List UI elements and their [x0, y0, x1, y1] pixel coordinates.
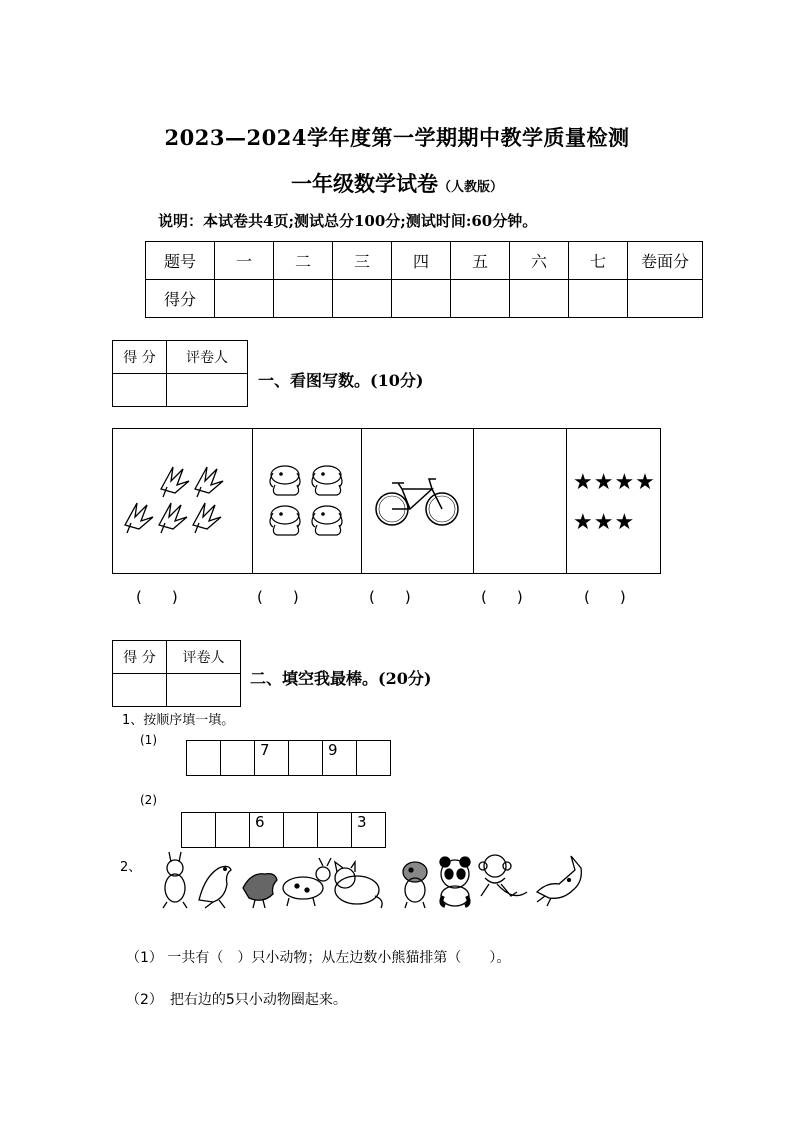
question1-label: 1、按顺序填一填。	[122, 713, 235, 728]
sequence-cell[interactable]	[289, 741, 323, 776]
score-cell[interactable]	[333, 280, 392, 318]
sequence-cell[interactable]: 3	[352, 813, 386, 848]
score-table	[145, 241, 703, 318]
section1-title: 一、看图写数。(10分)	[258, 371, 424, 390]
sequence-row-2	[181, 812, 386, 848]
sequence-cell[interactable]: 7	[255, 741, 289, 776]
dog-icon	[253, 429, 361, 573]
sequence-cell[interactable]	[357, 741, 391, 776]
answer-blank[interactable]: ( )	[584, 588, 626, 606]
grade-grader-label: 评卷人	[167, 641, 241, 674]
header-cell: 三	[333, 242, 392, 280]
exam-title: 2023—2024学年度第一学期期中教学质量检测	[164, 125, 630, 150]
bicycle-icon	[362, 429, 472, 573]
sequence-cell[interactable]	[284, 813, 318, 848]
sequence-cell[interactable]: 6	[250, 813, 284, 848]
header-cell: 五	[451, 242, 510, 280]
question2-label: 2、	[120, 860, 142, 875]
score-table-header-row	[146, 242, 703, 280]
sequence-cell[interactable]	[221, 741, 255, 776]
pigeon-icon	[243, 874, 277, 908]
bird-icon	[537, 856, 581, 906]
header-cell: 六	[510, 242, 569, 280]
header-cell: 题号	[146, 242, 215, 280]
grade-score-cell[interactable]	[113, 674, 167, 707]
grade-grader-cell[interactable]	[167, 374, 248, 407]
star-icon-row: ★★★★	[573, 470, 656, 495]
grade-box	[112, 340, 248, 407]
header-cell: 四	[392, 242, 451, 280]
score-cell[interactable]	[510, 280, 569, 318]
question2-sub2: （2） 把右边的5只小动物圈起来。	[126, 992, 347, 1008]
bird-icon	[113, 429, 251, 573]
score-table-score-row	[146, 280, 703, 318]
sequence-cell[interactable]	[182, 813, 216, 848]
answer-blank[interactable]: ( )	[481, 588, 523, 606]
exam-subtitle	[0, 168, 794, 198]
exam-description: 说明：本试卷共4页;测试总分100分;测试时间:60分钟。	[158, 212, 538, 230]
question1-sub1: (1)	[140, 733, 157, 747]
picture-cell	[362, 429, 474, 573]
cat-icon	[335, 862, 382, 908]
grade-grader-cell[interactable]	[167, 674, 241, 707]
sequence-cell[interactable]	[318, 813, 352, 848]
score-cell[interactable]	[451, 280, 510, 318]
sequence-cell[interactable]: 9	[323, 741, 357, 776]
monkey-icon	[479, 855, 527, 896]
score-row-label: 得分	[146, 280, 215, 318]
picture-cell	[253, 429, 362, 573]
star-icon-row: ★★★	[573, 510, 636, 535]
question1-sub2: (2)	[140, 793, 157, 807]
sequence-cell[interactable]	[216, 813, 250, 848]
answer-blank[interactable]: ( )	[369, 588, 411, 606]
deer-icon	[283, 858, 331, 906]
header-cell: 七	[569, 242, 628, 280]
question2-sub1: （1） 一共有（ ）只小动物；从左边数小熊猫排第（ ）。	[126, 950, 511, 966]
answer-blank[interactable]: ( )	[136, 588, 178, 606]
rabbit-icon	[163, 852, 187, 908]
score-cell[interactable]	[274, 280, 333, 318]
animals-row	[155, 850, 587, 912]
grade-score-cell[interactable]	[113, 374, 167, 407]
picture-cell	[567, 429, 660, 573]
score-cell[interactable]	[215, 280, 274, 318]
sequence-cell[interactable]	[187, 741, 221, 776]
score-cell[interactable]	[569, 280, 628, 318]
answer-blank[interactable]: ( )	[257, 588, 299, 606]
edition-label: （人教版）	[437, 180, 503, 195]
picture-cell-empty	[474, 429, 567, 573]
subtitle-text: 一年级数学试卷	[290, 171, 438, 196]
header-cell: 二	[274, 242, 333, 280]
score-cell[interactable]	[392, 280, 451, 318]
seal-icon	[199, 866, 231, 908]
grade-grader-label: 评卷人	[167, 341, 248, 374]
picture-box	[112, 428, 661, 574]
score-cell[interactable]	[628, 280, 703, 318]
sequence-row-1	[186, 740, 391, 776]
picture-cell	[113, 429, 253, 573]
grade-score-label: 得 分	[113, 641, 167, 674]
panda-icon	[440, 857, 470, 906]
grade-box	[112, 640, 241, 707]
section2-title: 二、填空我最棒。(20分)	[250, 669, 432, 688]
grade-score-label: 得 分	[113, 341, 167, 374]
dog-icon	[403, 862, 427, 908]
header-cell: 卷面分	[628, 242, 703, 280]
header-cell: 一	[215, 242, 274, 280]
